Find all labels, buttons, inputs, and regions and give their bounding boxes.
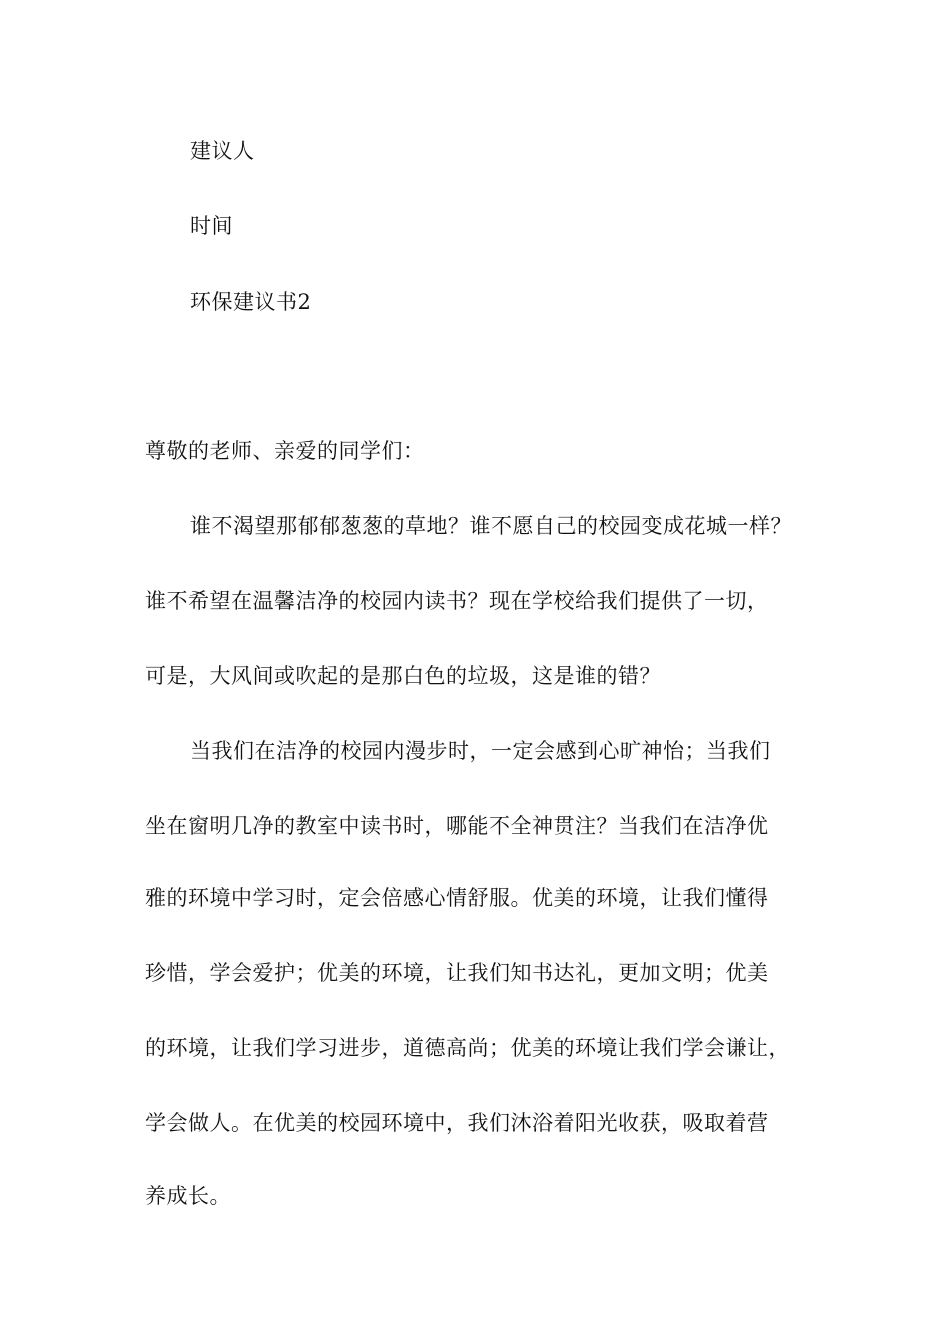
paragraph-2-line-5: 的环境，让我们学习进步，道德高尚；优美的环境让我们学会谦让， [145,1036,790,1060]
time-line: 时间 [190,214,233,238]
salutation: 尊敬的老师、亲爱的同学们： [145,439,425,463]
paragraph-2-line-6: 学会做人。在优美的校园环境中，我们沐浴着阳光收获，吸取着营 [145,1111,769,1135]
document-title: 环保建议书2 [190,290,312,314]
paragraph-2-line-2: 坐在窗明几净的教室中读书时，哪能不全神贯注？当我们在洁净优 [145,814,769,838]
paragraph-2-line-1: 当我们在洁净的校园内漫步时，一定会感到心旷神怡；当我们 [190,739,771,763]
paragraph-1-line-3: 可是，大风间或吹起的是那白色的垃圾，这是谁的错？ [145,664,661,688]
paragraph-2-line-3: 雅的环境中学习时，定会倍感心情舒服。优美的环境，让我们懂得 [145,886,769,910]
paragraph-2-line-4: 珍惜，学会爱护；优美的环境，让我们知书达礼，更加文明；优美 [145,961,769,985]
paragraph-1-line-1: 谁不渴望那郁郁葱葱的草地？谁不愿自己的校园变成花城一样？ [190,514,792,538]
paragraph-1-line-2: 谁不希望在温馨洁净的校园内读书？现在学校给我们提供了一切， [145,589,769,613]
paragraph-2-line-7: 养成长。 [145,1184,231,1208]
proposer-line: 建议人 [190,139,255,163]
